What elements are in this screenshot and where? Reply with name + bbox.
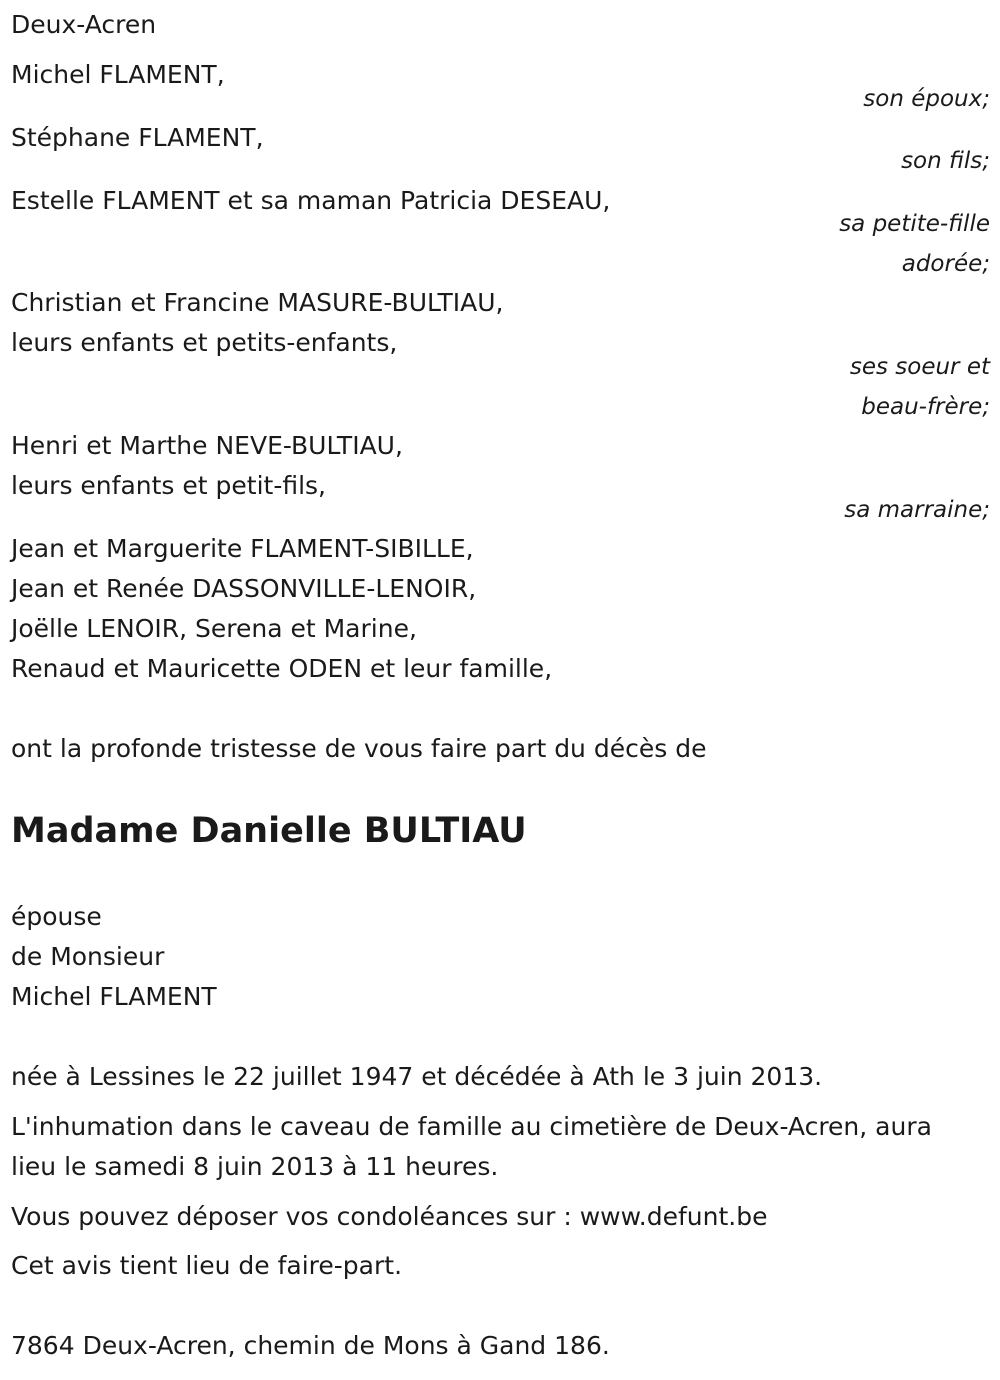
family-line: Henri et Marthe NEVE-BULTIAU, (11, 431, 403, 460)
spouse-line: épouse (11, 902, 102, 931)
family-line: Jean et Marguerite FLAMENT-SIBILLE, (11, 534, 474, 563)
burial-line: L'inhumation dans le caveau de famille au cimetière de Deux-Acren, aura (11, 1112, 932, 1141)
burial-line: lieu le samedi 8 juin 2013 à 11 heures. (11, 1152, 499, 1181)
deceased-name: Madame Danielle BULTIAU (11, 811, 527, 851)
spouse-line: de Monsieur (11, 942, 165, 971)
relation-label: son époux; (863, 86, 990, 112)
relation-label: sa petite-fille (839, 211, 990, 237)
family-line: Michel FLAMENT, (11, 60, 225, 89)
family-line: Stéphane FLAMENT, (11, 123, 264, 152)
family-line: Christian et Francine MASURE-BULTIAU, (11, 288, 504, 317)
relation-label: adorée; (901, 251, 990, 277)
family-line: leurs enfants et petits-enfants, (11, 328, 398, 357)
family-line: Estelle FLAMENT et sa maman Patricia DESEAU, (11, 186, 611, 215)
relation-label: beau-frère; (861, 394, 990, 420)
family-line: Jean et Renée DASSONVILLE-LENOIR, (11, 574, 477, 603)
family-line: Renaud et Mauricette ODEN et leur famille, (11, 654, 553, 683)
relation-label: ses soeur et (849, 354, 990, 380)
relation-label: sa marraine; (844, 497, 990, 523)
condolences-text: Vous pouvez déposer vos condoléances sur : www.defunt.be (11, 1202, 768, 1231)
address-text: 7864 Deux-Acren, chemin de Mons à Gand 186. (11, 1331, 610, 1360)
family-line: leurs enfants et petit-fils, (11, 471, 327, 500)
spouse-line: Michel FLAMENT (11, 982, 217, 1011)
birth-death-text: née à Lessines le 22 juillet 1947 et décédée à Ath le 3 juin 2013. (11, 1062, 823, 1091)
relation-label: son fils; (901, 148, 990, 174)
notice-text: Cet avis tient lieu de faire-part. (11, 1251, 403, 1280)
family-line: Joëlle LENOIR, Serena et Marine, (11, 614, 417, 643)
announcement-text: ont la profonde tristesse de vous faire part du décès de (11, 734, 707, 763)
place-heading: Deux-Acren (11, 10, 157, 39)
